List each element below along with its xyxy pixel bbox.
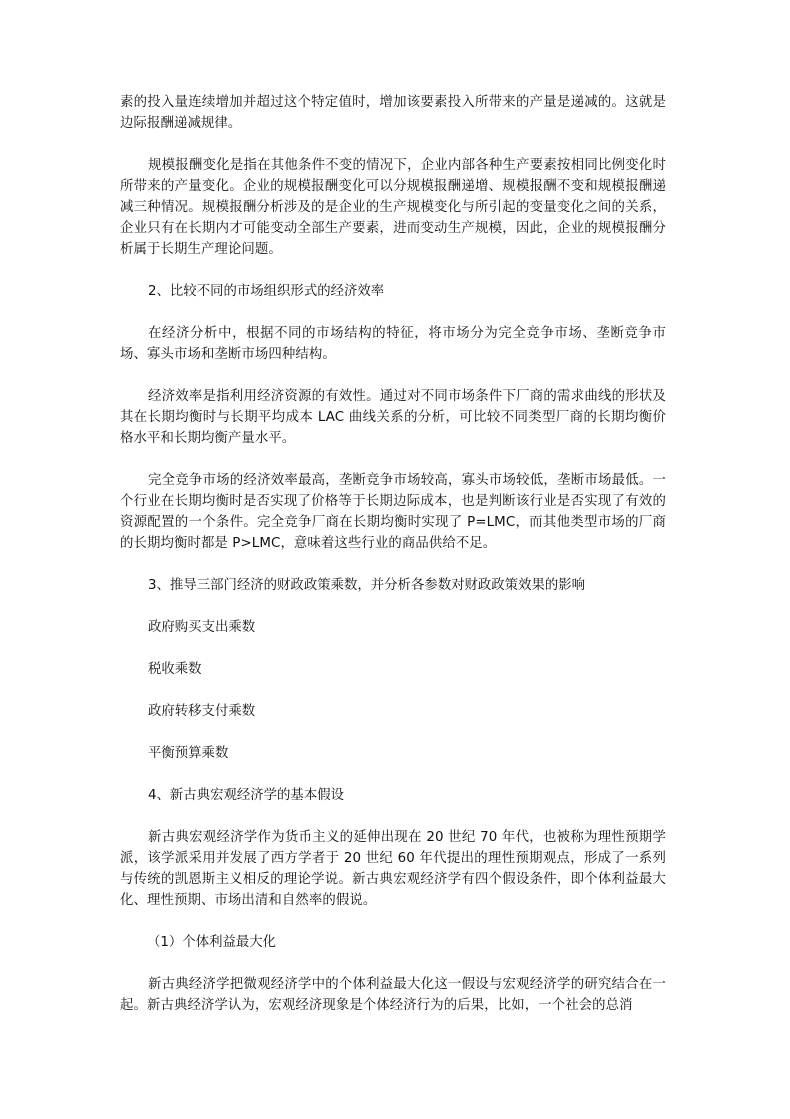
paragraph-diminishing-returns: 素的投入量连续增加并超过这个特定值时，增加该要素投入所带来的产量是递减的。这就是边际报酬递减规律。 — [120, 95, 666, 131]
paragraph-returns-to-scale: 规模报酬变化是指在其他条件不变的情况下，企业内部各种生产要素按相同比例变化时所带来的产量变化。企业的规模报酬变化可以分规模报酬递增、规模报酬不变和规模报酬递减三种情况。规模报酬分析涉及的是企业的生产规模变化与所引起的变量变化之间的关系，企业只有在长期内才可能变动全部生产要素，进而变动生产规模，因此，企业的规模报酬分析属于长期生产理论问题。 — [120, 158, 666, 257]
section-heading-4: 4、新古典宏观经济学的基本假设 — [148, 788, 344, 803]
section-heading-3: 3、推导三部门经济的财政政策乘数，并分析各参数对财政政策效果的影响 — [148, 578, 586, 593]
paragraph-market-structures: 在经济分析中，根据不同的市场结构的特征，将市场分为完全竞争市场、垄断竞争市场、寡头市场和垄断市场四种结构。 — [120, 326, 666, 362]
document-body — [120, 92, 666, 1016]
paragraph-economic-efficiency: 经济效率是指利用经济资源的有效性。通过对不同市场条件下厂商的需求曲线的形状及其在长期均衡时与长期平均成本 LAC 曲线关系的分析，可比较不同类型厂商的长期均衡价格水平和长期均衡产量水平。 — [120, 389, 666, 446]
paragraph-new-classical: 新古典宏观经济学作为货币主义的延伸出现在 20 世纪 70 年代，也被称为理性预期学派，该学派采用并发展了西方学者于 20 世纪 60 年代提出的理性预期观点，形成了一系列与传统的凯恩斯主义相反的理论学说。新古典宏观经济学有四个假设条件，即个体利益最大化、理性预期、市场出清和自然率的假说。 — [120, 830, 666, 908]
subheading-individual-utility: （1）个体利益最大化 — [147, 935, 277, 950]
list-item-transfer-payment-multiplier: 政府转移支付乘数 — [148, 704, 256, 719]
list-item-balanced-budget-multiplier: 平衡预算乘数 — [148, 746, 229, 761]
paragraph-efficiency-ranking: 完全竞争市场的经济效率最高，垄断竞争市场较高，寡头市场较低，垄断市场最低。一个行业在长期均衡时是否实现了价格等于长期边际成本，也是判断该行业是否实现了有效的资源配置的一个条件。完全竞争厂商在长期均衡时实现了 P=LMC，而其他类型市场的厂商的长期均衡时都是 P>LMC，意味着这些行业的商品供给不足。 — [120, 473, 666, 551]
paragraph-individual-utility: 新古典经济学把微观经济学中的个体利益最大化这一假设与宏观经济学的研究结合在一起。新古典经济学认为，宏观经济现象是个体经济行为的后果，比如，一个社会的总消 — [120, 977, 666, 1013]
section-heading-2: 2、比较不同的市场组织形式的经济效率 — [148, 284, 385, 299]
list-item-tax-multiplier: 税收乘数 — [148, 662, 202, 677]
list-item-government-purchase-multiplier: 政府购买支出乘数 — [148, 620, 256, 635]
